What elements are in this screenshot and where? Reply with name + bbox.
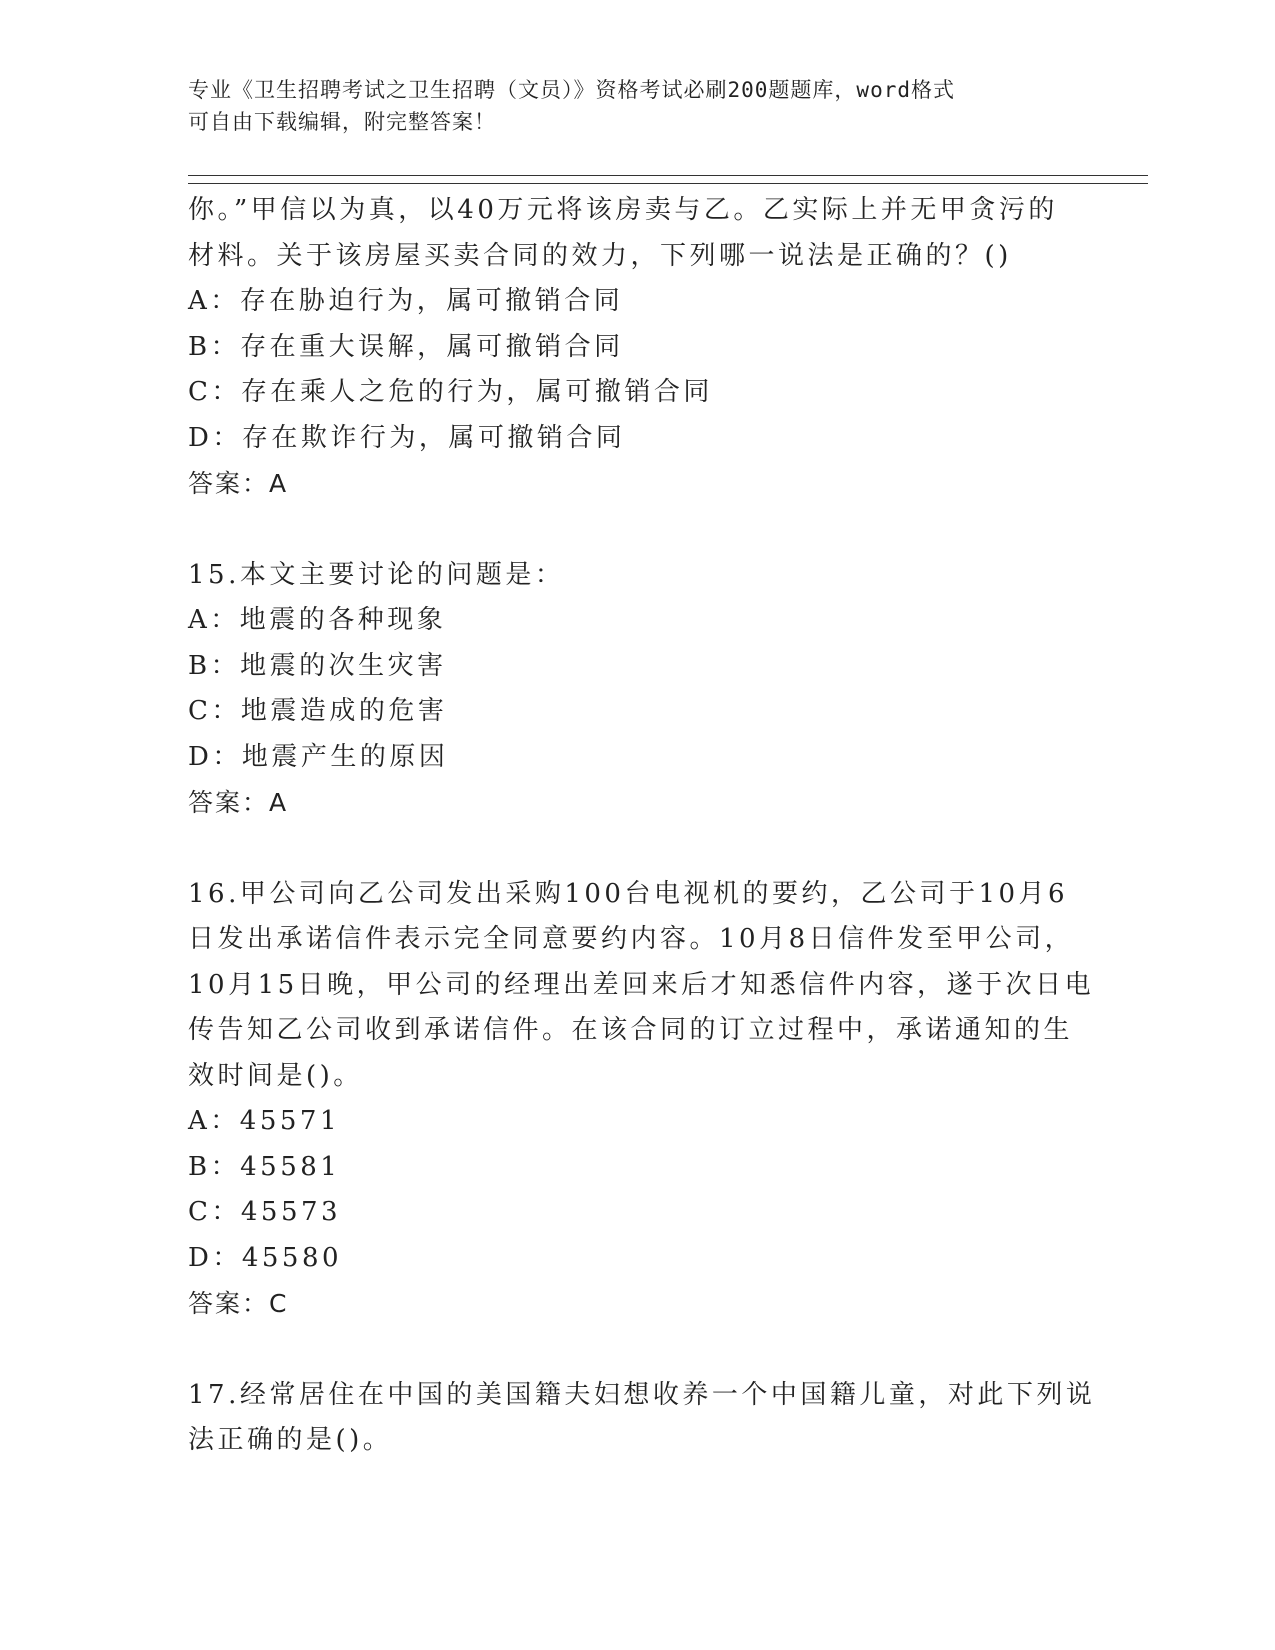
option-c: C：存在乘人之危的行为，属可撤销合同 bbox=[188, 377, 713, 407]
question-text-line: 日发出承诺信件表示完全同意要约内容。10月8日信件发至甲公司， bbox=[188, 924, 1075, 954]
question-14 bbox=[188, 188, 1088, 507]
question-text-line: 传告知乙公司收到承诺信件。在该合同的订立过程中，承诺通知的生 bbox=[188, 1015, 1074, 1045]
header-divider-bottom bbox=[188, 183, 1148, 184]
question-text-line: 材料。关于该房屋买卖合同的效力，下列哪一说法是正确的？() bbox=[188, 240, 1012, 271]
question-text-line: 效时间是()。 bbox=[188, 1060, 363, 1091]
option-d: D：地震产生的原因 bbox=[188, 741, 449, 772]
question-text-line: 10月15日晚，甲公司的经理出差回来后才知悉信件内容，遂于次日电 bbox=[188, 969, 1095, 1000]
option-d: D：45580 bbox=[188, 1242, 343, 1273]
question-text-line: 法正确的是()。 bbox=[188, 1425, 393, 1455]
question-text-line: 17.经常居住在中国的美国籍夫妇想收养一个中国籍儿童，对此下列说 bbox=[188, 1379, 1096, 1410]
question-content bbox=[188, 188, 1096, 1464]
question-17 bbox=[188, 1373, 1096, 1464]
question-text-line: 15.本文主要讨论的问题是： bbox=[188, 559, 565, 590]
question-text-line: 16.甲公司向乙公司发出采购100台电视机的要约，乙公司于10月6 bbox=[188, 878, 1069, 909]
option-a: A：45571 bbox=[188, 1106, 340, 1136]
option-a: A：地震的各种现象 bbox=[188, 605, 447, 635]
header-title-line-1: 专业《卫生招聘考试之卫生招聘（文员）》资格考试必刷200题题库，word格式 bbox=[188, 78, 955, 102]
answer-line: 答案：C bbox=[188, 1289, 289, 1318]
header-title-line-2: 可自由下载编辑，附完整答案！ bbox=[188, 110, 496, 134]
option-a: A：存在胁迫行为，属可撤销合同 bbox=[188, 286, 624, 316]
question-text-line: 你。”甲信以为真，以40万元将该房卖与乙。乙实际上并无甲贪污的 bbox=[188, 195, 1058, 225]
spacer bbox=[188, 826, 1088, 872]
question-15 bbox=[188, 553, 1088, 826]
spacer bbox=[188, 507, 1088, 553]
option-c: C：45573 bbox=[188, 1197, 342, 1227]
answer-line: 答案：A bbox=[188, 788, 289, 817]
option-d: D：存在欺诈行为，属可撤销合同 bbox=[188, 422, 626, 453]
answer-line: 答案：A bbox=[188, 469, 289, 498]
header-divider-top bbox=[188, 175, 1148, 176]
spacer bbox=[188, 1327, 1088, 1373]
option-c: C：地震造成的危害 bbox=[188, 696, 448, 726]
document-header bbox=[188, 74, 1068, 138]
option-b: B：存在重大误解，属可撤销合同 bbox=[188, 331, 624, 362]
question-16 bbox=[188, 872, 1095, 1327]
option-b: B：45581 bbox=[188, 1151, 341, 1182]
option-b: B：地震的次生灾害 bbox=[188, 650, 447, 681]
